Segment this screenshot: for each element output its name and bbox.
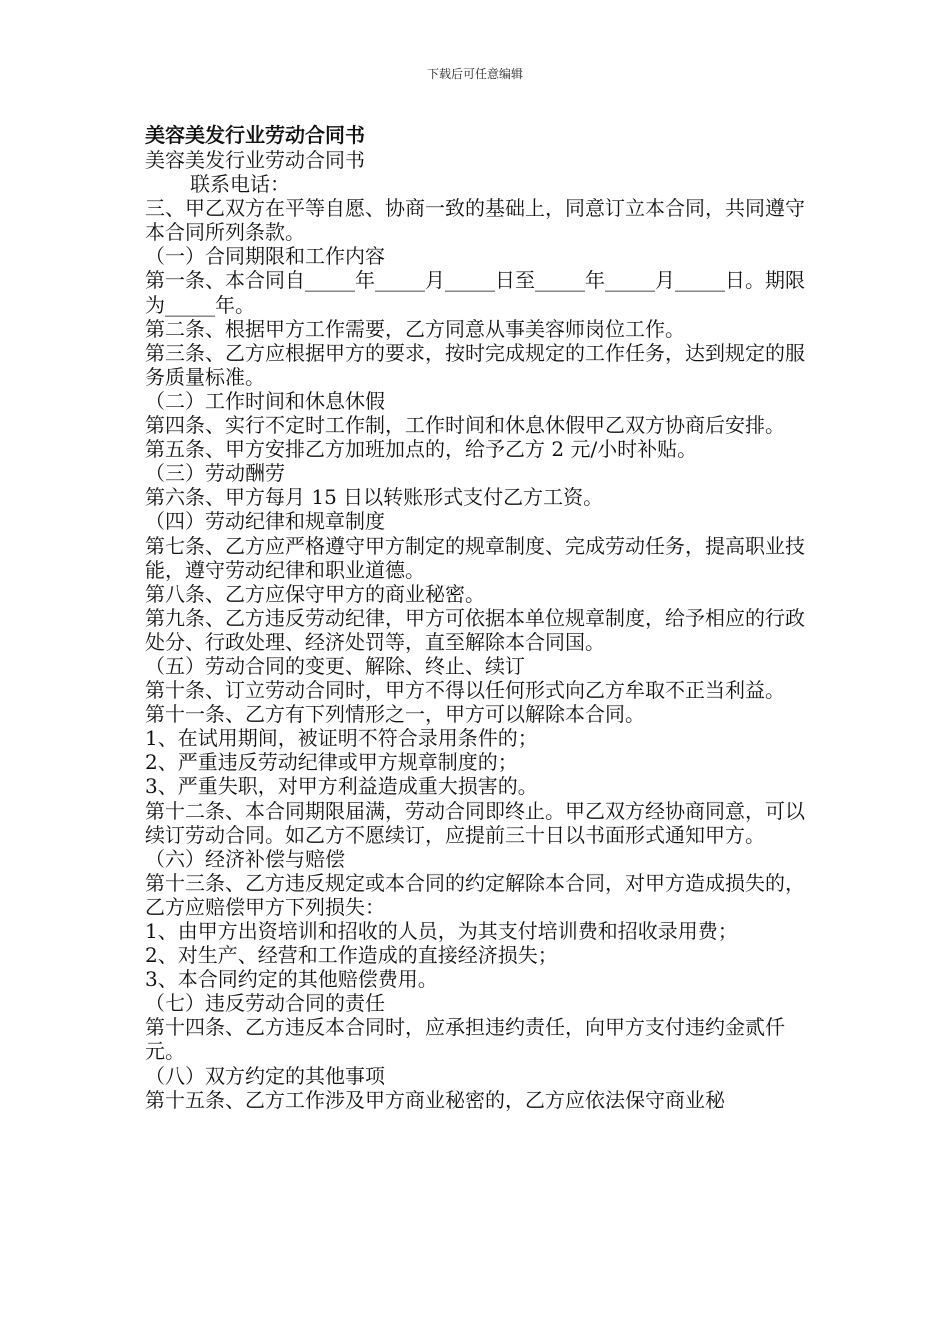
clause: 第十条、订立劳动合同时，甲方不得以任何形式向乙方牟取不正当利益。 [145,678,785,703]
section-heading: （五）劳动合同的变更、解除、终止、续订 [145,653,525,678]
clause: 第七条、乙方应严格遵守甲方制定的规章制度、完成劳动任务，提高职业技能，遵守劳动纪律和职业道德。 [145,533,805,582]
clause: 第九条、乙方违反劳动纪律，甲方可依据本单位规章制度，给予相应的行政处分、行政处理、经济处罚等，直至解除本合同国。 [145,605,805,654]
list-item: 1、在试用期间，被证明不符合录用条件的； [145,726,538,751]
list-item: 2、严重违反劳动纪律或甲方规章制度的； [145,750,518,775]
list-item: 2、对生产、经营和工作造成的直接经济损失； [145,943,558,968]
clause: 第八条、乙方应保守甲方的商业秘密。 [145,581,485,606]
section-heading: （四）劳动纪律和规章制度 [145,509,385,534]
list-item: 3、本合同约定的其他赔偿费用。 [145,967,438,992]
page-header-note: 下载后可任意编辑 [426,67,523,81]
list-item: 3、严重失职，对甲方利益造成重大损害的。 [145,774,538,799]
section-heading: （二）工作时间和休息休假 [145,388,385,413]
clause: 第四条、实行不定时工作制，工作时间和休息休假甲乙双方协商后安排。 [145,413,785,438]
document-body [145,122,805,1112]
list-item: 1、由甲方出资培训和招收的人员，为其支付培训费和招收录用费； [145,919,738,943]
clause: 第二条、根据甲方工作需要，乙方同意从事美容师岗位工作。 [145,316,685,341]
section-heading: （七）违反劳动合同的责任 [145,991,385,1016]
clause: 第六条、甲方每月 15 日以转账形式支付乙方工资。 [145,485,604,510]
clause: 第十四条、乙方违反本合同时，应承担违约责任，向甲方支付违约金贰仟元。 [145,1015,785,1064]
clause: 第五条、甲方安排乙方加班加点的，给予乙方 2 元/小时补贴。 [145,437,698,462]
clause: 第一条、本合同自_____年_____月_____日至_____年_____月_____日。期限为_____年。 [145,268,805,317]
clause: 第十一条、乙方有下列情形之一，甲方可以解除本合同。 [145,702,645,727]
section-heading: （一）合同期限和工作内容 [145,244,385,269]
section-heading: （三）劳动酬劳 [145,461,285,486]
contact-line: 联系电话： [190,172,290,197]
paragraph: 三、甲乙双方在平等自愿、协商一致的基础上，同意订立本合同，共同遵守本合同所列条款。 [145,196,805,245]
clause: 第十三条、乙方违反规定或本合同的约定解除本合同，对甲方造成损失的，乙方应赔偿甲方下列损失： [145,870,805,919]
section-heading: （八）双方约定的其他事项 [145,1063,385,1088]
clause: 第十二条、本合同期限届满，劳动合同即终止。甲乙双方经协商同意，可以续订劳动合同。如乙方不愿续订，应提前三十日以书面形式通知甲方。 [145,798,805,847]
clause: 第十五条、乙方工作涉及甲方商业秘密的，乙方应依法保守商业秘 [145,1087,725,1112]
document-title: 美容美发行业劳动合同书 [145,123,365,147]
section-heading: （六）经济补偿与赔偿 [145,846,345,871]
subtitle-line: 美容美发行业劳动合同书 [145,148,365,172]
clause: 第三条、乙方应根据甲方的要求，按时完成规定的工作任务，达到规定的服务质量标准。 [145,340,805,389]
